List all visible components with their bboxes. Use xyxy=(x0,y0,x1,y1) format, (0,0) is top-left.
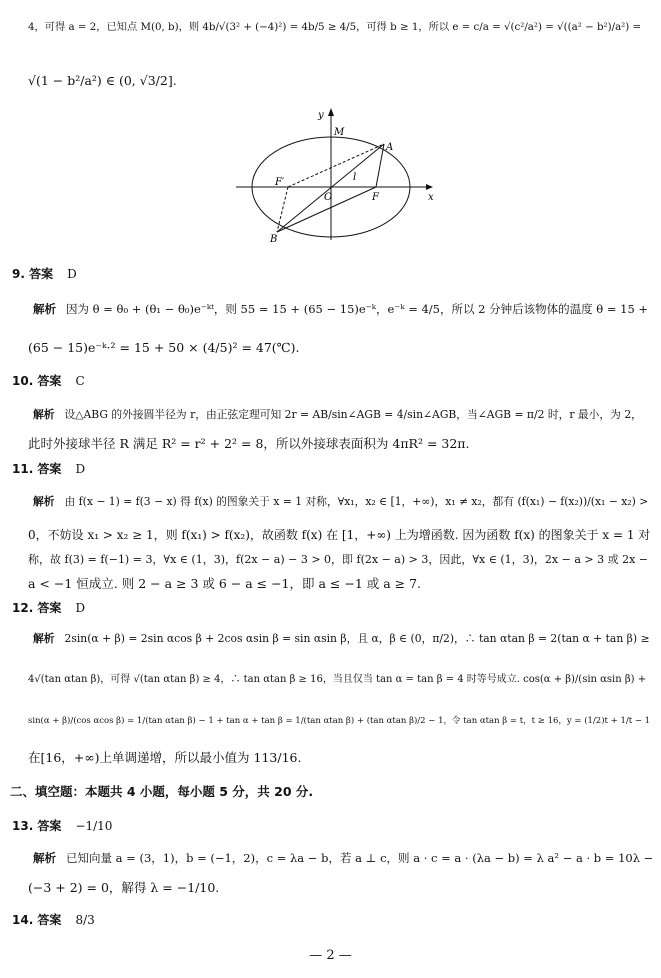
q14-answer: 8/3 xyxy=(75,913,95,927)
q11-head: 11. 答案 xyxy=(12,462,62,476)
q13-line-2: (−3 + 2) = 0，解得 λ = −1/10. xyxy=(28,880,220,895)
label-f: F xyxy=(372,192,379,203)
q9-answer: D xyxy=(67,267,77,281)
q13-tag: 解析 xyxy=(33,851,56,865)
q11-line-2: 0，不妨设 x₁ > x₂ ≥ 1，则 f(x₁) > f(x₂)，故函数 f(x) 在 [1，+∞) 上为增函数. 因为函数 f(x) 的图象关于 x = 1 对 xyxy=(28,528,651,542)
label-m: M xyxy=(334,127,345,138)
q11-line-4: a < −1 恒成立. 则 2 − a ≥ 3 或 6 − a ≤ −1，即 a ≤ −1 或 a ≥ 7. xyxy=(28,576,422,591)
q11-text-1: 由 f(x − 1) = f(3 − x) 得 f(x) 的图象关于 x = 1 对称，∀x₁，x₂ ∈ [1，+∞)，x₁ ≠ x₂，都有 (f(x₁) − f(x₂))/(x₁ − x₂) > xyxy=(64,495,649,508)
q13-answer: −1/10 xyxy=(75,819,113,833)
q11-line-3: 称，故 f(3) = f(−1) = 3，∀x ∈ (1，3)，f(2x − a) − 3 > 0，即 f(2x − a) > 3，因此，∀x ∈ (1，3)，2x − a > 3 或 2x − xyxy=(28,553,649,566)
q10-line-2: 此时外接球半径 R 满足 R² = r² + 2² = 8，所以外接球表面积为 4πR² = 32π. xyxy=(28,436,470,451)
intro-line-2: √(1 − b²/a²) ∈ (0, √3/2]. xyxy=(28,73,177,88)
section-2-title: 二、填空题：本题共 4 小题，每小题 5 分，共 20 分. xyxy=(10,784,314,799)
segment-f1-b xyxy=(277,187,288,232)
q14-head: 14. 答案 xyxy=(12,913,62,927)
label-a: A xyxy=(386,142,394,153)
label-y: y xyxy=(318,110,324,121)
q12-line-1 xyxy=(33,631,650,647)
q10-tag: 解析 xyxy=(33,408,55,421)
page-number: — 2 — xyxy=(309,948,352,963)
ellipse-diagram xyxy=(230,104,440,244)
q11-line-1 xyxy=(33,494,648,510)
y-axis-arrow xyxy=(328,108,334,116)
q9-text-1: 因为 θ = θ₀ + (θ₁ − θ₀)e⁻ᵏᵗ，则 55 = 15 + (65 − 15)e⁻ᵏ，e⁻ᵏ = 4/5，所以 2 分钟后该物体的温度 θ = 15 + xyxy=(66,302,649,316)
q11-answer-line xyxy=(12,461,85,477)
q13-answer-line xyxy=(12,818,112,834)
q9-tag: 解析 xyxy=(33,302,56,316)
label-x: x xyxy=(428,192,434,203)
q10-head: 10. 答案 xyxy=(12,374,62,388)
q12-line-3: sin(α + β)/(cos αcos β) = 1/(tan αtan β) − 1 + tan α + tan β = 1/(tan αtan β) + (tan αtan β)/2 − 1，令 tan αtan β = t，t ≥ 16，y = (1/2)t + 1/t − 1 xyxy=(28,716,651,726)
label-l: l xyxy=(353,172,357,183)
q12-line-4: 在[16，+∞)上单调递增，所以最小值为 113/16. xyxy=(28,750,302,765)
q13-head: 13. 答案 xyxy=(12,819,62,833)
intro-line-1: 4，可得 a = 2，已知点 M(0, b)，则 4b/√(3² + (−4)²) = 4b/5 ≥ 4/5，可得 b ≥ 1，所以 e = c/a = √(c²/a²) = √((a² − b²)/a²) = xyxy=(28,21,642,33)
q14-answer-line xyxy=(12,912,95,928)
q10-line-1 xyxy=(33,407,642,423)
label-o: O xyxy=(324,192,333,203)
q9-line-1 xyxy=(33,301,648,317)
q10-text-1: 设△ABG 的外接圆半径为 r，由正弦定理可知 2r = AB/sin∠AGB = 4/sin∠AGB，当∠AGB = π/2 时，r 最小，为 2， xyxy=(64,408,642,421)
q12-tag: 解析 xyxy=(33,632,55,645)
q9-head: 9. 答案 xyxy=(12,267,54,281)
q12-answer-line xyxy=(12,600,85,616)
x-axis-arrow xyxy=(426,184,433,190)
q12-line-2: 4√(tan αtan β)，可得 √(tan αtan β) ≥ 4，∴ tan αtan β ≥ 16，当且仅当 tan α = tan β = 4 时等号成立. cos(α + β)/(sin αsin β) + xyxy=(28,674,647,685)
q9-answer-line xyxy=(12,266,77,282)
q12-text-1: 2sin(α + β) = 2sin αcos β + 2cos αsin β = sin αsin β，且 α，β ∈ (0，π/2)，∴ tan αtan β = 2(tan α + tan β) ≥ xyxy=(64,632,650,645)
label-b: B xyxy=(270,234,278,244)
q12-head: 12. 答案 xyxy=(12,601,62,615)
q11-tag: 解析 xyxy=(33,495,55,508)
q9-line-2: (65 − 15)e⁻ᵏ·² = 15 + 50 × (4/5)² = 47(℃). xyxy=(28,340,300,355)
segment-a-f xyxy=(376,144,384,187)
q13-text-1: 已知向量 a = (3，1)，b = (−1，2)，c = λa − b，若 a ⊥ c，则 a · c = a · (λa − b) = λ a² − a · b = 10λ − xyxy=(66,851,654,865)
q10-answer: C xyxy=(75,374,85,388)
q13-line-1 xyxy=(33,850,653,866)
segment-f1-a xyxy=(288,144,384,187)
q12-answer: D xyxy=(75,601,86,615)
q10-answer-line xyxy=(12,373,85,389)
label-f-prime: F′ xyxy=(275,177,285,188)
q11-answer: D xyxy=(75,462,86,476)
